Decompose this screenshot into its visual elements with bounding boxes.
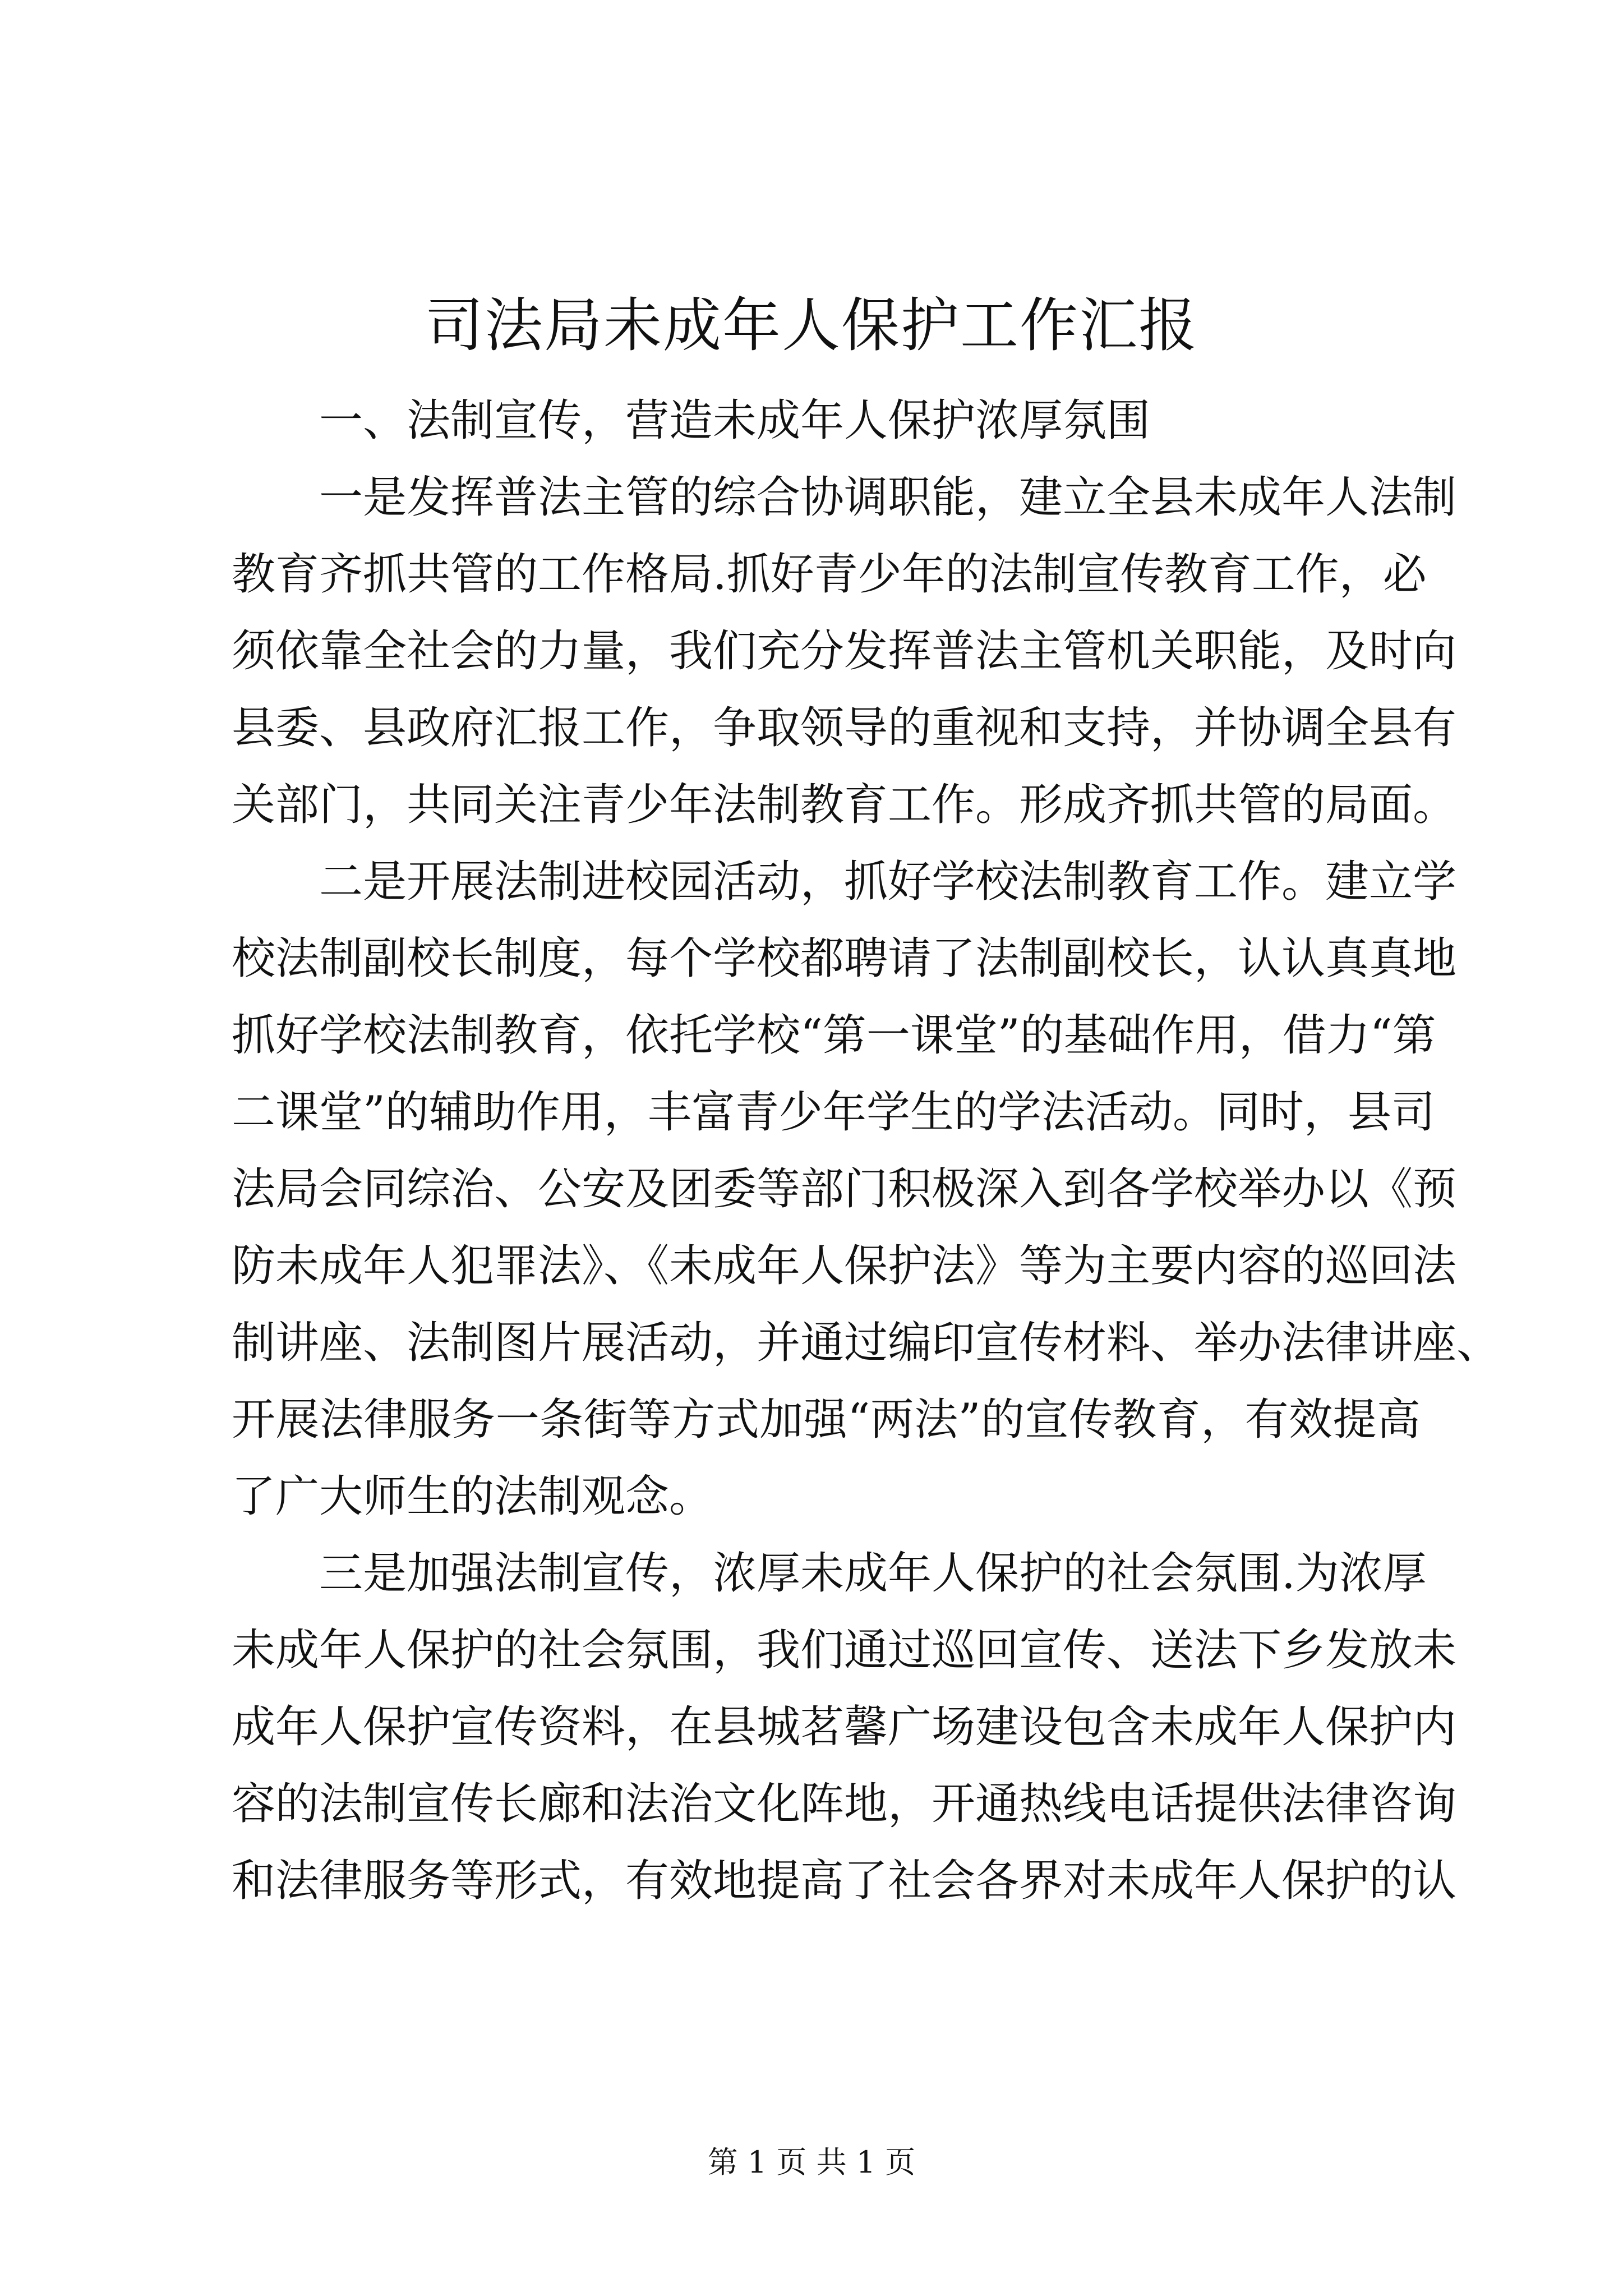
paragraph-line: 未成年人保护的社会氛围，我们通过巡回宣传、送法下乡发放未 xyxy=(232,1625,1457,1676)
paragraph-line: 三是加强法制宣传，浓厚未成年人保护的社会氛围.为浓厚 xyxy=(319,1548,1427,1599)
paragraph-line: 县委、县政府汇报工作，争取领导的重视和支持，并协调全县有 xyxy=(232,703,1457,753)
paragraph-line: 校法制副校长制度，每个学校都聘请了法制副校长，认认真真地 xyxy=(232,933,1457,984)
paragraph-line: 须依靠全社会的力量，我们充分发挥普法主管机关职能，及时向 xyxy=(232,626,1457,677)
paragraph-line: 法局会同综治、公安及团委等部门积极深入到各学校举办以《预 xyxy=(232,1164,1457,1214)
paragraph-line: 了广大师生的法制观念。 xyxy=(232,1471,713,1522)
paragraph-line: 二是开展法制进校园活动，抓好学校法制教育工作。建立学 xyxy=(319,857,1457,907)
paragraph-line: 开展法律服务一条街等方式加强“两法”的宣传教育，有效提高 xyxy=(232,1395,1421,1445)
paragraph-line: 抓好学校法制教育，依托学校“第一课堂”的基础作用，借力“第 xyxy=(232,1010,1436,1061)
paragraph-line: 容的法制宣传长廊和法治文化阵地，开通热线电话提供法律咨询 xyxy=(232,1779,1457,1829)
paragraph-line: 教育齐抓共管的工作格局.抓好青少年的法制宣传教育工作，必 xyxy=(232,549,1427,600)
paragraph-line: 和法律服务等形式，有效地提高了社会各界对未成年人保护的认 xyxy=(232,1856,1457,1906)
paragraph-line: 制讲座、法制图片展活动，并通过编印宣传材料、举办法律讲座、 xyxy=(232,1318,1501,1368)
paragraph-line: 成年人保护宣传资料，在县城茗馨广场建设包含未成年人保护内 xyxy=(232,1702,1457,1752)
paragraph-line: 关部门，共同关注青少年法制教育工作。形成齐抓共管的局面。 xyxy=(232,780,1457,830)
document-body xyxy=(232,383,1501,1920)
paragraph-line: 一是发挥普法主管的综合协调职能，建立全县未成年人法制 xyxy=(319,472,1457,523)
page-number-footer: 第 1 页 共 1 页 xyxy=(707,2145,916,2180)
section-heading: 一、法制宣传，营造未成年人保护浓厚氛围 xyxy=(319,395,1151,446)
paragraph-line: 防未成年人犯罪法》、《未成年人保护法》等为主要内容的巡回法 xyxy=(232,1241,1457,1291)
document-title: 司法局未成年人保护工作汇报 xyxy=(425,291,1198,360)
paragraph-line: 二课堂”的辅助作用，丰富青少年学生的学法活动。同时，县司 xyxy=(232,1087,1435,1138)
